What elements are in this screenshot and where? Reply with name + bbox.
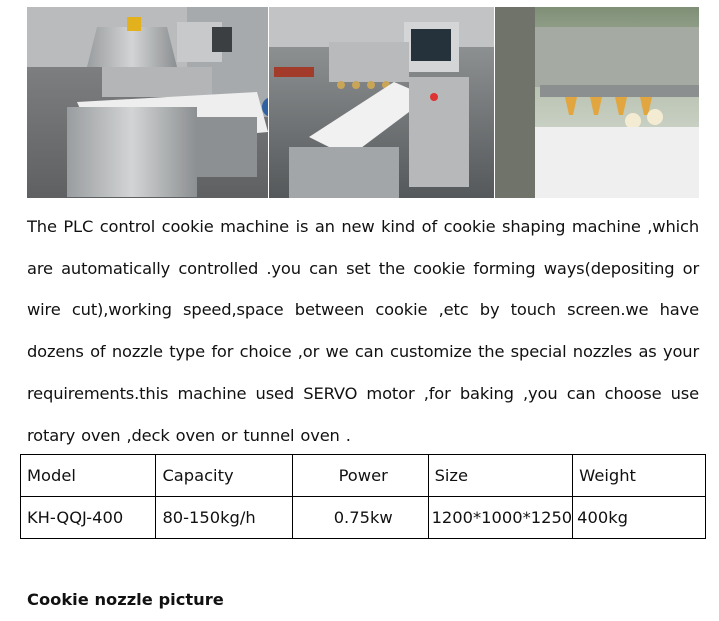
header-power: Power (292, 455, 428, 497)
value-power: 0.75kw (292, 497, 428, 539)
value-weight: 400kg (573, 497, 706, 539)
header-weight: Weight (573, 455, 706, 497)
product-photo-strip (27, 7, 699, 198)
machine-photo-side (269, 7, 494, 198)
specs-value-row (21, 497, 706, 539)
section-heading: Cookie nozzle picture (27, 590, 224, 609)
specs-table (20, 454, 706, 539)
header-size: Size (428, 455, 573, 497)
value-model: KH-QQJ-400 (21, 497, 156, 539)
specs-header-row (21, 455, 706, 497)
header-capacity: Capacity (156, 455, 292, 497)
machine-photo-front (27, 7, 268, 198)
product-description: The PLC control cookie machine is an new kind of cookie shaping machine ,which are automatically controlled .you can set the cookie forming ways(depositing or wire cut),working speed,space between cookie ,etc by touch screen.we have dozens of nozzle type for choice ,or we can customize the special nozzles as your requirements.this machine used SERVO motor ,for baking ,you can choose use rotary oven ,deck oven or tunnel oven . (27, 217, 699, 445)
value-size: 1200*1000*1250 (428, 497, 573, 539)
nozzle-closeup-photo (495, 7, 699, 198)
header-model: Model (21, 455, 156, 497)
value-capacity: 80-150kg/h (156, 497, 292, 539)
